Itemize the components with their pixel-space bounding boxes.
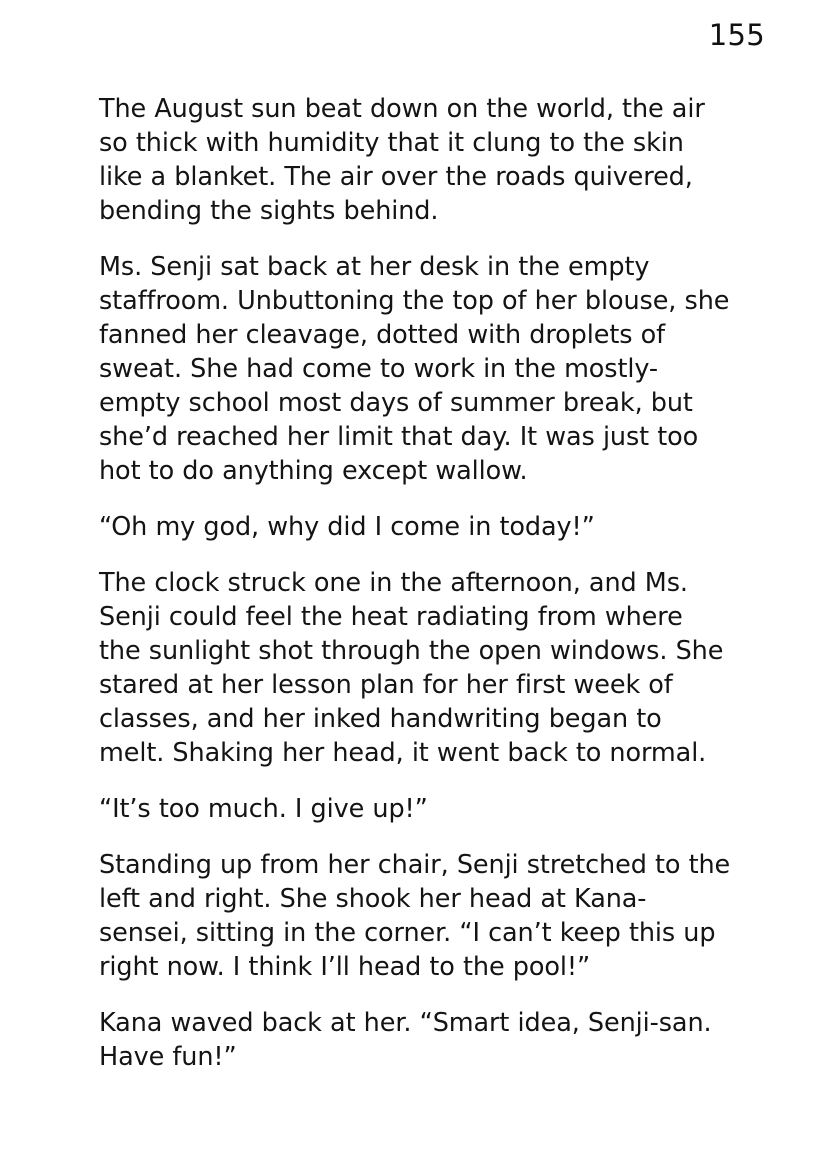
paragraph: Standing up from her chair, Senji stretched to the left and right. She shook her head at Kana-sensei, sitting in the corner. “I can’t keep this up right now. I think I’ll head to the pool!” — [99, 850, 731, 982]
paragraph: The clock struck one in the afternoon, and Ms. Senji could feel the heat radiating from where the sunlight shot through the open windows. She stared at her lesson plan for her first week of classes, and her inked handwriting began to melt. Shaking her head, it went back to normal. — [99, 568, 724, 768]
paragraph: Ms. Senji sat back at her desk in the empty staffroom. Unbuttoning the top of her blouse, she fanned her cleavage, dotted with droplets of sweat. She had come to work in the mostly-empty school most days of summer break, but she’d reached her limit that day. It was just too hot to do anything except wallow. — [99, 252, 730, 486]
paragraph: The August sun beat down on the world, the air so thick with humidity that it clung to the skin like a blanket. The air over the roads quivered, bending the sights behind. — [99, 94, 705, 226]
paragraph: Kana waved back at her. “Smart idea, Senji-san. Have fun!” — [99, 1008, 712, 1072]
page-body — [99, 92, 731, 1074]
paragraph: “It’s too much. I give up!” — [99, 794, 428, 824]
paragraph: “Oh my god, why did I come in today!” — [99, 512, 595, 542]
page-number: 155 — [708, 18, 765, 52]
